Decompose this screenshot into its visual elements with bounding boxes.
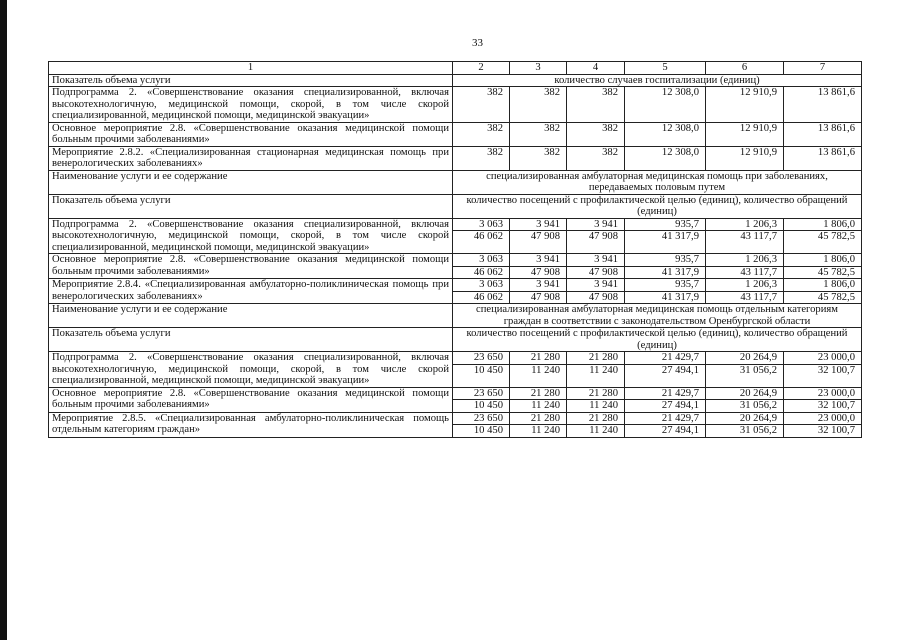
value-visits: 1 806,0 (823, 218, 855, 230)
value-cell (453, 279, 510, 304)
value-appeals: 11 240 (510, 424, 566, 437)
value-visits: 23 650 (473, 352, 503, 363)
value-appeals: 43 117,7 (706, 291, 783, 304)
value-cell (706, 352, 784, 388)
value-appeals: 47 908 (567, 291, 624, 304)
value-visits: 23 000,0 (817, 412, 855, 424)
row-label: Подпрограмма 2. «Совершенствование оказания специализированной, включая высокотехнологичную, медицинской помощи, скорой, в том числе скорой специализированной, медицинской помощи, медицинской эвакуации» (49, 87, 453, 123)
value-appeals: 27 494,1 (625, 399, 705, 412)
value-appeals: 27 494,1 (625, 424, 705, 437)
value-cell (567, 254, 625, 279)
value-cell (625, 352, 706, 388)
value-visits: 23 000,0 (817, 352, 855, 363)
value-cell: 13 861,6 (784, 122, 862, 146)
table-row (49, 254, 862, 279)
table-row (49, 87, 862, 123)
value-visits: 23 650 (473, 412, 503, 424)
value-cell: 382 (567, 87, 625, 123)
value-visits: 3 063 (479, 254, 503, 265)
value-cell (567, 352, 625, 388)
value-visits: 1 206,3 (745, 218, 777, 230)
value-appeals: 32 100,7 (784, 424, 861, 437)
value-visits: 23 000,0 (817, 387, 855, 399)
value-visits: 21 429,7 (661, 387, 699, 399)
value-appeals: 47 908 (510, 266, 566, 279)
value-visits: 21 280 (530, 412, 560, 424)
value-visits: 21 429,7 (661, 352, 699, 363)
merged-description: специализированная амбулаторная медицинская помощь отдельным категориям граждан в соответствии с законодательством Оренбургской области (453, 304, 862, 328)
value-visits: 3 941 (594, 218, 618, 230)
value-visits: 3 063 (479, 218, 503, 230)
scan-edge (0, 0, 7, 640)
value-appeals: 46 062 (453, 230, 509, 243)
value-appeals: 32 100,7 (784, 364, 861, 377)
value-visits: 3 941 (536, 254, 560, 265)
value-cell: 382 (510, 146, 567, 170)
table-row (49, 328, 862, 352)
table-row (49, 74, 862, 87)
value-cell: 12 910,9 (706, 122, 784, 146)
row-label: Наименование услуги и ее содержание (49, 304, 453, 328)
value-cell (625, 254, 706, 279)
value-visits: 21 280 (530, 387, 560, 399)
row-label: Показатель объема услуги (49, 328, 453, 352)
value-cell (706, 279, 784, 304)
row-label: Основное мероприятие 2.8. «Совершенствование оказания медицинской помощи больным прочими заболеваниями» (49, 122, 453, 146)
row-label: Мероприятие 2.8.5. «Специализированная амбулаторно-поликлиническая помощь отдельным категориям граждан» (49, 412, 453, 437)
table-row (49, 387, 862, 412)
value-appeals: 47 908 (510, 291, 566, 304)
value-visits: 935,7 (675, 279, 699, 290)
value-visits: 935,7 (675, 254, 699, 265)
value-appeals: 45 782,5 (784, 266, 861, 279)
column-number: 7 (784, 62, 862, 75)
value-visits: 21 280 (530, 352, 560, 363)
row-label: Мероприятие 2.8.2. «Специализированная стационарная медицинская помощь при венерологических заболеваниях» (49, 146, 453, 170)
value-cell (510, 218, 567, 254)
table-row (49, 412, 862, 437)
value-cell (706, 387, 784, 412)
table-row (49, 146, 862, 170)
row-label: Показатель объема услуги (49, 74, 453, 87)
value-cell (706, 218, 784, 254)
value-cell: 12 308,0 (625, 146, 706, 170)
value-cell (784, 412, 862, 437)
column-number: 4 (567, 62, 625, 75)
value-appeals: 43 117,7 (706, 230, 783, 243)
value-cell (625, 279, 706, 304)
value-visits: 20 264,9 (739, 387, 777, 399)
value-cell (453, 387, 510, 412)
value-cell: 13 861,6 (784, 146, 862, 170)
value-cell: 382 (510, 122, 567, 146)
column-number: 3 (510, 62, 567, 75)
value-cell (706, 412, 784, 437)
value-appeals: 46 062 (453, 291, 509, 304)
value-visits: 3 941 (594, 279, 618, 290)
value-cell: 12 910,9 (706, 146, 784, 170)
table-row (49, 194, 862, 218)
value-appeals: 41 317,9 (625, 266, 705, 279)
value-cell (453, 352, 510, 388)
value-cell (625, 387, 706, 412)
column-number: 6 (706, 62, 784, 75)
value-cell (625, 218, 706, 254)
row-label: Основное мероприятие 2.8. «Совершенствование оказания медицинской помощи больным прочими заболеваниями» (49, 254, 453, 279)
value-visits: 21 280 (588, 412, 618, 424)
row-label: Подпрограмма 2. «Совершенствование оказания специализированной, включая высокотехнологичную, медицинской помощи, скорой, в том числе скорой специализированной, медицинской помощи, медицинской эвакуации» (49, 218, 453, 254)
value-cell (510, 254, 567, 279)
column-number: 5 (625, 62, 706, 75)
row-label: Подпрограмма 2. «Совершенствование оказания специализированной, включая высокотехнологичную, медицинской помощи, скорой, в том числе скорой специализированной, медицинской помощи, медицинской эвакуации» (49, 352, 453, 388)
value-appeals: 10 450 (453, 364, 509, 377)
value-cell (453, 218, 510, 254)
value-appeals: 31 056,2 (706, 399, 783, 412)
value-cell (453, 254, 510, 279)
value-appeals: 11 240 (567, 424, 624, 437)
page-number: 33 (472, 37, 483, 49)
value-cell (784, 218, 862, 254)
value-visits: 21 429,7 (661, 412, 699, 424)
value-appeals: 45 782,5 (784, 230, 861, 243)
value-appeals: 11 240 (510, 399, 566, 412)
value-cell (567, 387, 625, 412)
value-visits: 3 941 (536, 279, 560, 290)
value-appeals: 31 056,2 (706, 364, 783, 377)
value-cell (784, 352, 862, 388)
value-visits: 1 206,3 (745, 279, 777, 290)
value-cell (567, 412, 625, 437)
column-number: 1 (49, 62, 453, 75)
value-appeals: 32 100,7 (784, 399, 861, 412)
value-cell: 382 (453, 122, 510, 146)
value-appeals: 11 240 (567, 364, 624, 377)
value-cell (706, 254, 784, 279)
value-cell: 382 (453, 87, 510, 123)
value-cell (784, 279, 862, 304)
table-row (49, 304, 862, 328)
table-row (49, 352, 862, 388)
table-row (49, 122, 862, 146)
value-cell: 382 (453, 146, 510, 170)
value-appeals: 43 117,7 (706, 266, 783, 279)
value-cell: 382 (510, 87, 567, 123)
value-cell: 382 (567, 122, 625, 146)
value-cell (625, 412, 706, 437)
value-visits: 1 806,0 (823, 279, 855, 290)
merged-description: специализированная амбулаторная медицинская помощь при заболеваниях, передаваемых половым путем (453, 170, 862, 194)
value-cell (453, 412, 510, 437)
value-appeals: 45 782,5 (784, 291, 861, 304)
value-visits: 21 280 (588, 352, 618, 363)
value-appeals: 47 908 (567, 230, 624, 243)
value-cell: 12 910,9 (706, 87, 784, 123)
value-appeals: 11 240 (567, 399, 624, 412)
value-appeals: 31 056,2 (706, 424, 783, 437)
value-appeals: 11 240 (510, 364, 566, 377)
value-cell (510, 412, 567, 437)
value-visits: 3 941 (594, 254, 618, 265)
value-visits: 3 063 (479, 279, 503, 290)
value-cell (784, 254, 862, 279)
value-cell (510, 352, 567, 388)
row-label: Наименование услуги и ее содержание (49, 170, 453, 194)
merged-description: количество посещений с профилактической целью (единиц), количество обращений (единиц) (453, 194, 862, 218)
value-cell (567, 279, 625, 304)
value-appeals: 47 908 (510, 230, 566, 243)
value-visits: 1 806,0 (823, 254, 855, 265)
column-number: 2 (453, 62, 510, 75)
value-visits: 1 206,3 (745, 254, 777, 265)
row-label: Мероприятие 2.8.4. «Специализированная амбулаторно-поликлиническая помощь при венерологических заболеваниях» (49, 279, 453, 304)
value-appeals: 41 317,9 (625, 291, 705, 304)
table-row (49, 279, 862, 304)
table-row (49, 218, 862, 254)
value-appeals: 46 062 (453, 266, 509, 279)
table-row (49, 170, 862, 194)
value-cell (510, 387, 567, 412)
value-appeals: 10 450 (453, 424, 509, 437)
value-cell: 13 861,6 (784, 87, 862, 123)
value-visits: 935,7 (675, 218, 699, 230)
value-cell (784, 387, 862, 412)
program-table (48, 61, 862, 438)
merged-description: количество случаев госпитализации (единиц) (453, 74, 862, 87)
value-visits: 21 280 (588, 387, 618, 399)
value-cell: 12 308,0 (625, 87, 706, 123)
value-appeals: 27 494,1 (625, 364, 705, 377)
value-appeals: 47 908 (567, 266, 624, 279)
value-cell (567, 218, 625, 254)
value-cell: 382 (567, 146, 625, 170)
row-label: Основное мероприятие 2.8. «Совершенствование оказания медицинской помощи больным прочими заболеваниями» (49, 387, 453, 412)
value-visits: 3 941 (536, 218, 560, 230)
value-visits: 20 264,9 (739, 412, 777, 424)
value-visits: 20 264,9 (739, 352, 777, 363)
row-label: Показатель объема услуги (49, 194, 453, 218)
value-cell: 12 308,0 (625, 122, 706, 146)
value-appeals: 41 317,9 (625, 230, 705, 243)
value-visits: 23 650 (473, 387, 503, 399)
merged-description: количество посещений с профилактической целью (единиц), количество обращений (единиц) (453, 328, 862, 352)
value-cell (510, 279, 567, 304)
column-numbers-row (49, 62, 862, 75)
value-appeals: 10 450 (453, 399, 509, 412)
